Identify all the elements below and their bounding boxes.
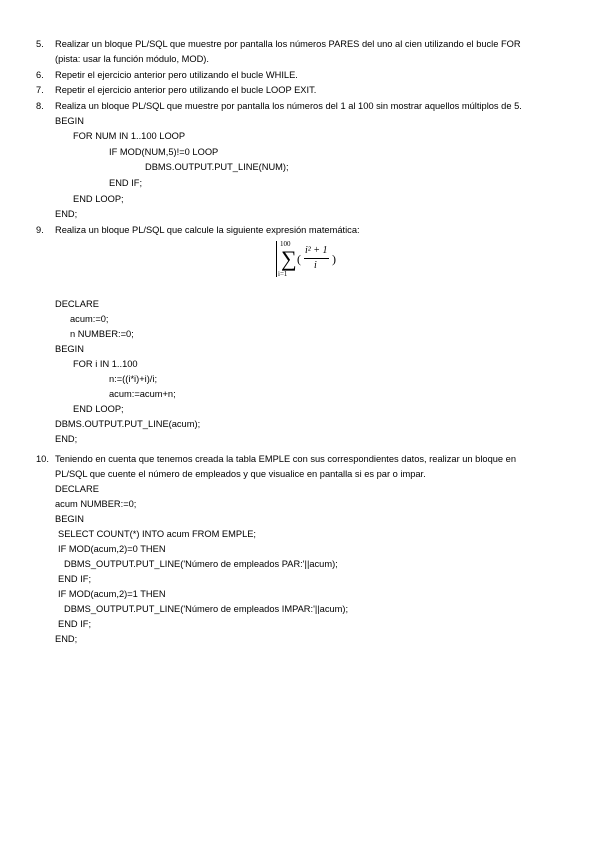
- exercise-10-text-cont: PL/SQL que cuente el número de empleados y que visualice en pantalla si es par o impar.: [55, 469, 426, 479]
- formula-numerator: i² + 1: [305, 245, 328, 256]
- code-line: DBMS.OUTPUT.PUT_LINE(NUM);: [145, 162, 289, 172]
- exercise-5-text: Realizar un bloque PL/SQL que muestre por pantalla los números PARES del uno al cien utilizando el bucle FOR: [55, 39, 521, 49]
- code-line: acum NUMBER:=0;: [55, 499, 137, 509]
- code-line: SELECT COUNT(*) INTO acum FROM EMPLE;: [58, 529, 257, 539]
- formula-denominator: i: [314, 260, 317, 271]
- code-line: END IF;: [58, 574, 92, 584]
- code-line: IF MOD(acum,2)=1 THEN: [58, 589, 166, 599]
- exercise-8-number: 8.: [36, 101, 44, 111]
- exercise-6-number: 6.: [36, 70, 44, 80]
- code-line: DBMS_OUTPUT.PUT_LINE('Número de empleados PAR:'||acum);: [64, 559, 338, 569]
- code-line: IF MOD(acum,2)=0 THEN: [58, 544, 166, 554]
- code-line: FOR i IN 1..100: [73, 359, 138, 369]
- formula-left-paren: (: [297, 252, 301, 266]
- sum-lower-limit: i=1: [278, 270, 288, 278]
- code-line: END;: [55, 434, 78, 444]
- code-line: IF MOD(NUM,5)!=0 LOOP: [109, 147, 219, 157]
- formula-left-bar: [276, 241, 277, 277]
- code-line: FOR NUM IN 1..100 LOOP: [73, 131, 186, 141]
- code-line: n:=((i*i)+i)/i;: [109, 374, 158, 384]
- exercise-7-text: Repetir el ejercicio anterior pero utilizando el bucle LOOP EXIT.: [55, 85, 317, 95]
- exercise-5-number: 5.: [36, 39, 44, 49]
- exercise-7-number: 7.: [36, 85, 44, 95]
- code-line: acum:=0;: [70, 314, 109, 324]
- code-line: END IF;: [109, 178, 143, 188]
- code-line: END IF;: [58, 619, 92, 629]
- exercise-8-text: Realiza un bloque PL/SQL que muestre por pantalla los números del 1 al 100 sin mostrar aquellos múltiplos de 5.: [55, 101, 522, 111]
- code-line: END LOOP;: [73, 404, 124, 414]
- exercise-10-text: Teniendo en cuenta que tenemos creada la tabla EMPLE con sus correspondientes datos, realizar un bloque en: [55, 454, 517, 464]
- code-line: END;: [55, 209, 78, 219]
- exercise-9-number: 9.: [36, 225, 44, 235]
- code-line: DBMS.OUTPUT.PUT_LINE(acum);: [55, 419, 201, 429]
- fraction-line: [304, 258, 329, 259]
- code-line: acum:=acum+n;: [109, 389, 176, 399]
- code-line: DECLARE: [55, 299, 99, 309]
- exercise-10-number: 10.: [36, 454, 49, 464]
- exercise-9-text: Realiza un bloque PL/SQL que calcule la siguiente expresión matemática:: [55, 225, 360, 235]
- code-line: DECLARE: [55, 484, 99, 494]
- code-line: END;: [55, 634, 78, 644]
- code-line: n NUMBER:=0;: [70, 329, 134, 339]
- exercise-6-text: Repetir el ejercicio anterior pero utilizando el bucle WHILE.: [55, 70, 298, 80]
- code-line: BEGIN: [55, 514, 84, 524]
- summation-formula: [276, 239, 336, 279]
- code-line: END LOOP;: [73, 194, 124, 204]
- exercise-5-text-cont: (pista: usar la función módulo, MOD).: [55, 54, 209, 64]
- code-line: BEGIN: [55, 344, 84, 354]
- code-line: DBMS_OUTPUT.PUT_LINE('Número de empleados IMPAR:'||acum);: [64, 604, 349, 614]
- formula-right-paren: ): [332, 252, 336, 266]
- code-line: BEGIN: [55, 116, 84, 126]
- sigma-symbol: ∑: [281, 246, 297, 271]
- sum-upper-limit: 100: [280, 240, 291, 248]
